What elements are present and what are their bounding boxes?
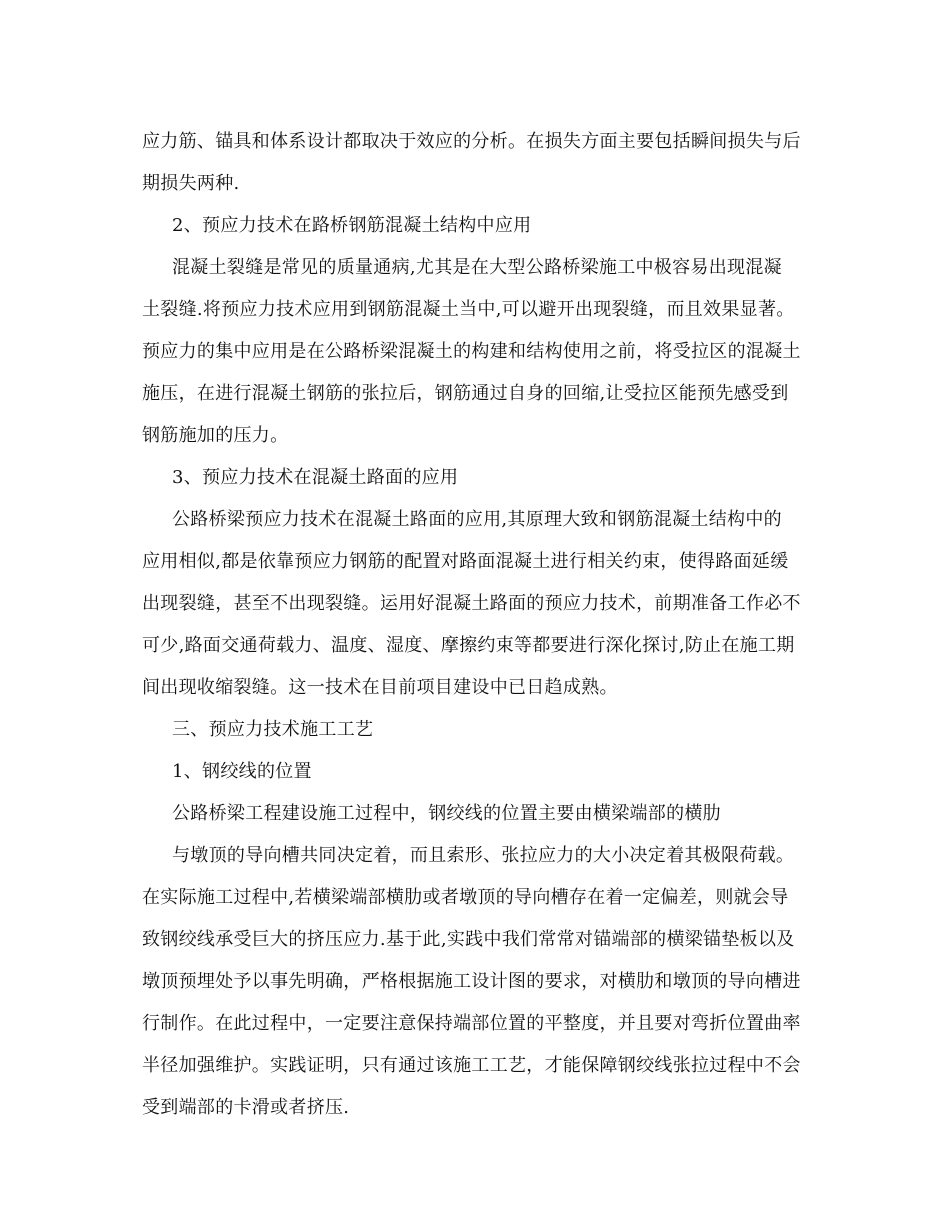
paragraph-line: 应用相似,都是依靠预应力钢筋的配置对路面混凝土进行相关约束，使得路面延缓 — [142, 551, 789, 572]
paragraph-line: 公路桥梁工程建设施工过程中，钢绞线的位置主要由横梁端部的横肋 — [172, 803, 721, 824]
paragraph-line: 公路桥梁预应力技术在混凝土路面的应用,其原理大致和钢筋混凝土结构中的 — [172, 509, 782, 530]
paragraph-line: 行制作。在此过程中，一定要注意保持端部位置的平整度，并且要对弯折位置曲率 — [142, 1013, 801, 1034]
paragraph-line: 在实际施工过程中,若横梁端部横肋或者墩顶的导向槽存在着一定偏差，则就会导 — [142, 887, 789, 908]
paragraph-line: 预应力的集中应用是在公路桥梁混凝土的构建和结构使用之前，将受拉区的混凝土 — [142, 341, 801, 362]
paragraph-line: 出现裂缝，甚至不出现裂缝。运用好混凝土路面的预应力技术，前期准备工作必不 — [142, 593, 801, 614]
section-heading: 2、预应力技术在路桥钢筋混凝土结构中应用 — [172, 215, 532, 236]
paragraph-line: 应力筋、锚具和体系设计都取决于效应的分析。在损失方面主要包括瞬间损失与后 — [142, 131, 801, 152]
paragraph-line: 与墩顶的导向槽共同决定着，而且索形、张拉应力的大小决定着其极限荷载。 — [172, 845, 795, 866]
paragraph-line: 受到端部的卡滑或者挤压. — [142, 1097, 350, 1118]
paragraph-line: 施压，在进行混凝土钢筋的张拉后，钢筋通过自身的回缩,让受拉区能预先感受到 — [142, 383, 789, 404]
paragraph-line: 可少,路面交通荷载力、温度、湿度、摩擦约束等都要进行深化探讨,防止在施工期 — [142, 635, 795, 656]
paragraph-line: 半径加强维护。实践证明，只有通过该施工工艺，才能保障钢绞线张拉过程中不会 — [142, 1055, 801, 1076]
paragraph-line: 土裂缝.将预应力技术应用到钢筋混凝土当中,可以避开出现裂缝，而且效果显著。 — [142, 299, 795, 320]
paragraph-line: 间出现收缩裂缝。这一技术在目前项目建设中已日趋成熟。 — [142, 677, 618, 698]
section-heading: 1、钢绞线的位置 — [172, 761, 312, 782]
section-heading: 3、预应力技术在混凝土路面的应用 — [172, 467, 459, 488]
chapter-heading: 三、预应力技术施工工艺 — [172, 719, 374, 740]
paragraph-line: 墩顶预埋处予以事先明确，严格根据施工设计图的要求，对横肋和墩顶的导向槽进 — [142, 971, 801, 992]
paragraph-line: 钢筋施加的压力。 — [142, 425, 289, 446]
paragraph-line: 期损失两种. — [142, 173, 240, 194]
paragraph-line: 混凝土裂缝是常见的质量通病,尤其是在大型公路桥梁施工中极容易出现混凝 — [172, 257, 782, 278]
paragraph-line: 致钢绞线承受巨大的挤压应力.基于此,实践中我们常常对锚端部的横梁锚垫板以及 — [142, 929, 795, 950]
